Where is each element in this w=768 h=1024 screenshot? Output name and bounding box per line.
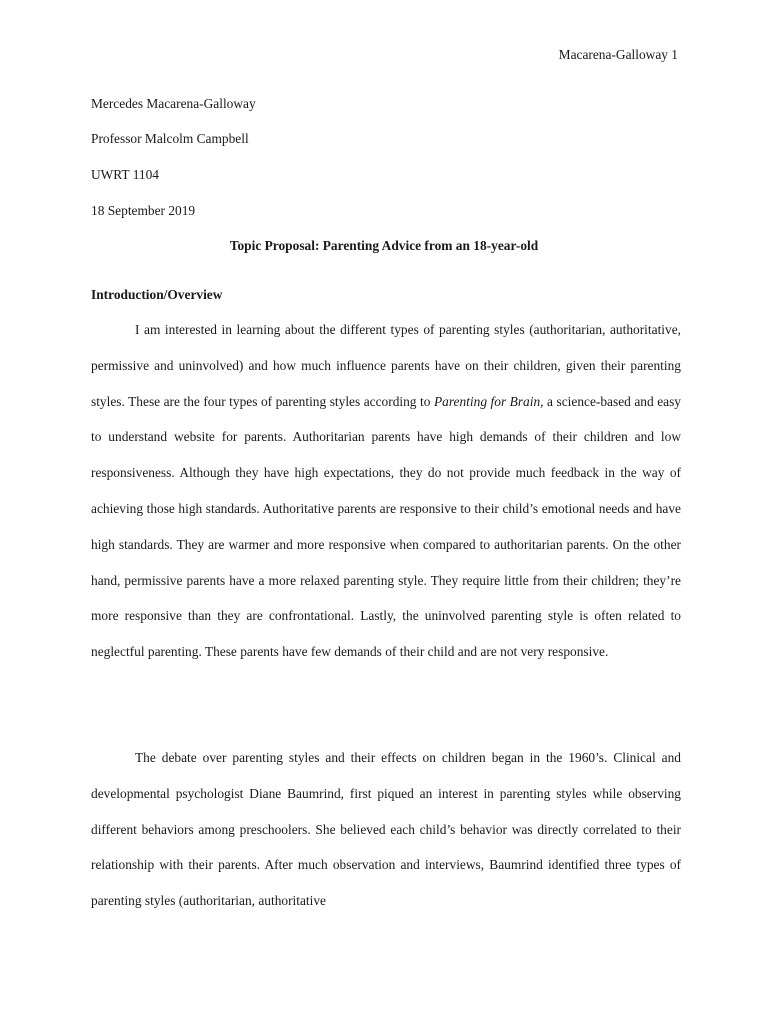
paper-title: Topic Proposal: Parenting Advice from an 18-year-old xyxy=(229,238,539,253)
paragraph-1-lead: I am interested in learning about the different types of parenting styles (authoritarian, authoritative, permissive and uninvolved) and how much influence parents have on their children, given their parenting styles. These are the four types of parenting styles according to xyxy=(91,322,681,409)
professor-name: Professor Malcolm Campbell xyxy=(91,131,249,146)
submission-date: 18 September 2019 xyxy=(91,203,196,218)
course-code: UWRT 1104 xyxy=(91,167,160,182)
paragraph-2-text: The debate over parenting styles and their effects on children began in the 1960’s. Clinical and developmental psychologist Diane Baumrind, first piqued an interest in parenting styles while observing different behaviors among preschoolers. She believed each child’s behavior was directly correlated to their relationship with their parents. After much observation and interviews, Baumrind identified three types of parenting styles (authoritarian, authoritative xyxy=(91,750,681,909)
source-title: Parenting for Brain, xyxy=(433,393,544,409)
body-paragraph-2 xyxy=(91,740,681,919)
student-name: Mercedes Macarena-Galloway xyxy=(91,96,256,111)
section-heading: Introduction/Overview xyxy=(91,287,223,302)
body-paragraph-1 xyxy=(91,312,681,670)
running-head: Macarena-Galloway 1 xyxy=(558,47,678,62)
paragraph-1-rest: a science-based and easy to understand website for parents. Authoritarian parents have high demands of their children and low responsiveness. Although they have high expectations, they do not provide much feedback in the way of achieving those high standards. Authoritative parents are responsive to their child’s emotional needs and have high standards. They are warmer and more responsive when compared to authoritarian parents. On the other hand, permissive parents have a more relaxed parenting style. They require little from their children; they’re more responsive than they are confrontational. Lastly, the uninvolved parenting style is often related to neglectful parenting. These parents have few demands of their child and are not very responsive. xyxy=(91,393,682,660)
